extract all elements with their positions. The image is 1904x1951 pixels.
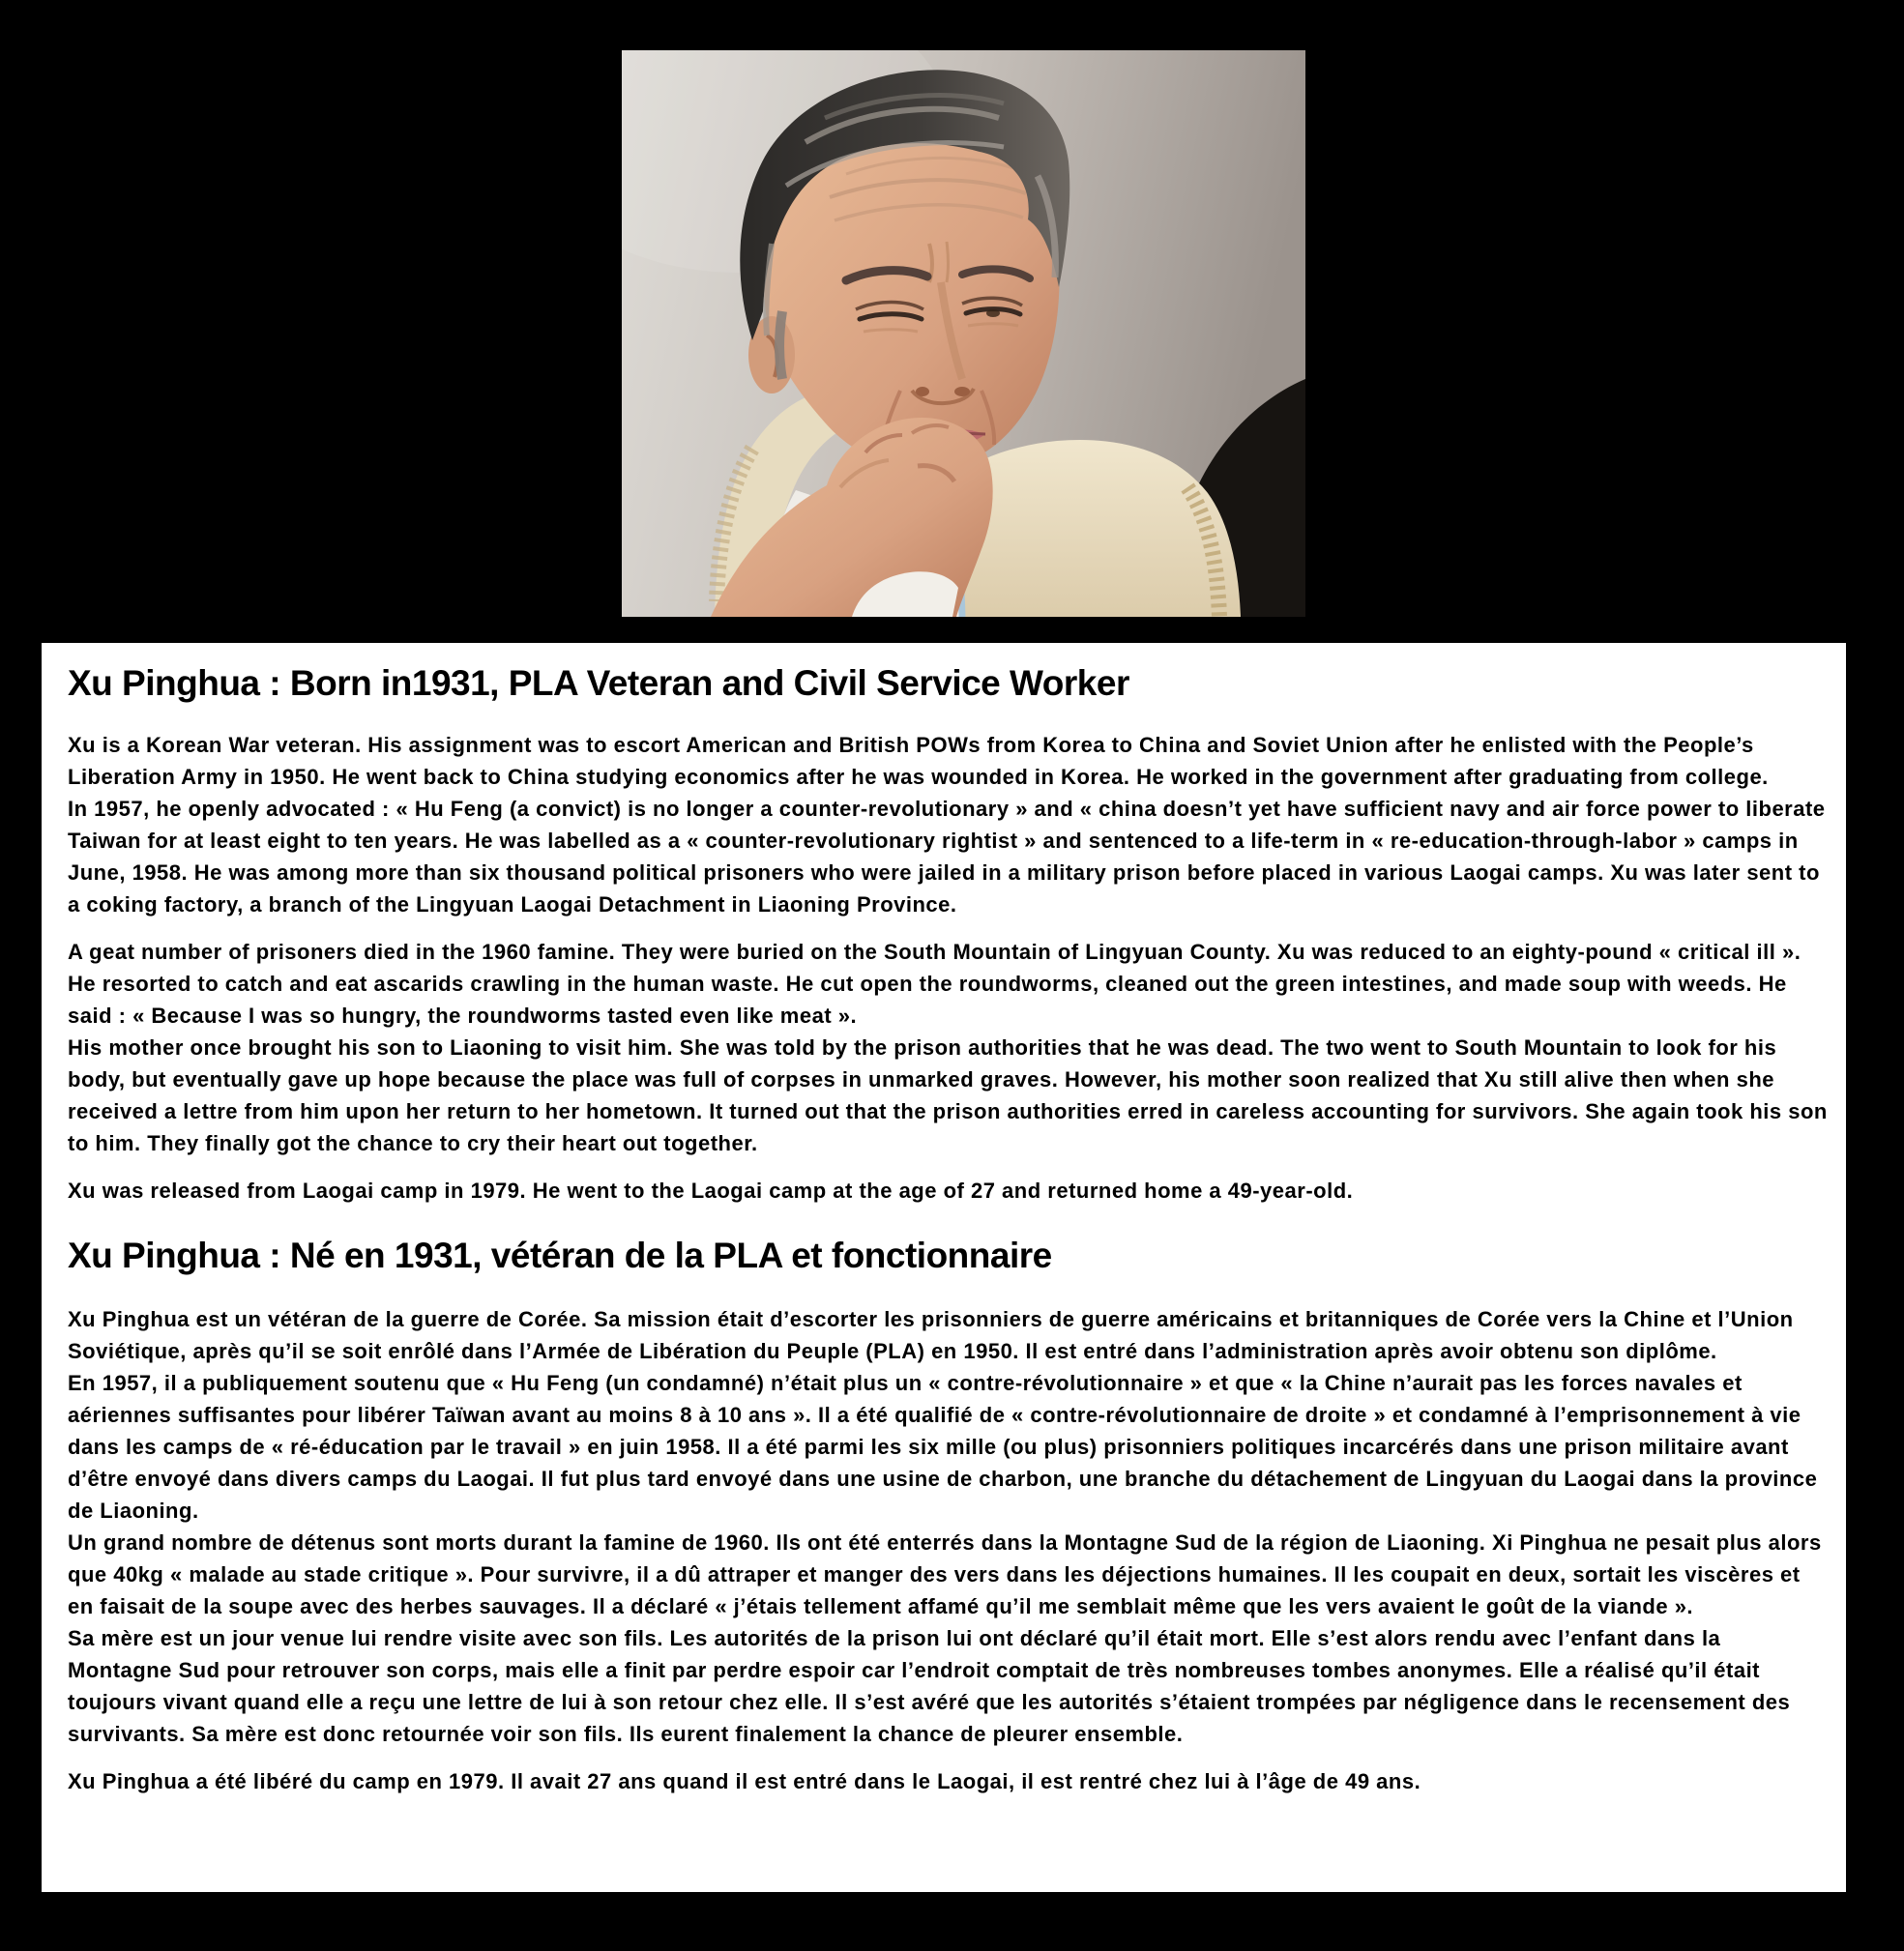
paragraph: Xu Pinghua a été libéré du camp en 1979. Il avait 27 ans quand il est entré dans le Laogai, il est rentré chez lui à l’âge de 49 ans.: [68, 1769, 1421, 1793]
paragraph: A geat number of prisoners died in the 1960 famine. They were buried on the South Mountain of Lingyuan County. Xu was reduced to an eighty-pound « critical ill ». He resorted to catch and eat ascarids crawling in the human waste. He cut open the roundworms, cleaned out the green intestines, and made soup with weeds. He said : « Because I was so hungry, the roundworms tasted even like meat ».: [68, 940, 1801, 1028]
blank-line: [68, 1750, 1829, 1765]
paragraph: Xu Pinghua est un vétéran de la guerre de Corée. Sa mission était d’escorter les prisonniers de guerre américains et britanniques de Corée vers la Chine et l’Union Soviétique, après qu’il se soit enrôlé dans l’Armée de Libération du Peuple (PLA) en 1950. Il est entré dans l’administration après avoir obtenu son diplôme.: [68, 1307, 1794, 1363]
text-panel: [42, 643, 1846, 1892]
paragraph: Sa mère est un jour venue lui rendre visite avec son fils. Les autorités de la prison lui ont déclaré qu’il était mort. Elle s’est alors rendu avec l’enfant dans la Montagne Sud pour retrouver son corps, mais elle a finit par perdre espoir car l’endroit comptait de très nombreuses tombes anonymes. Elle a réalisé qu’il était toujours vivant quand elle a reçu une lettre de lui à son retour chez elle. Il s’est avéré que les autorités s’étaient trompées par négligence dans le recensement des survivants. Sa mère est donc retournée voir son fils. Ils eurent finalement la chance de pleurer ensemble.: [68, 1626, 1791, 1746]
paragraph: His mother once brought his son to Liaoning to visit him. She was told by the prison authorities that he was dead. The two went to South Mountain to look for his body, but eventually gave up hope because the place was full of corpses in unmarked graves. However, his mother soon realized that Xu still alive then when she received a lettre from him upon her return to her hometown. It turned out that the prison authorities erred in careless accounting for survivors. She again took his son to him. They finally got the chance to cry their heart out together.: [68, 1035, 1828, 1155]
portrait-illustration: [622, 50, 1305, 617]
english-title: Xu Pinghua : Born in1931, PLA Veteran and Civil Service Worker: [68, 663, 1129, 703]
portrait-photo: [622, 50, 1305, 617]
paragraph: Un grand nombre de détenus sont morts durant la famine de 1960. Ils ont été enterrés dans la Montagne Sud de la région de Liaoning. Xi Pinghua ne pesait plus alors que 40kg « malade au stade critique ». Pour survivre, il a dû attraper et manger des vers dans les déjections humaines. Il les coupait en deux, sortait les viscères et en faisait de la soupe avec des herbes sauvages. Il a déclaré « j’étais tellement affamé qu’il me semblait même que les vers avaient le goût de la viande ».: [68, 1530, 1822, 1618]
paragraph: Xu is a Korean War veteran. His assignment was to escort American and British POWs from Korea to China and Soviet Union after he enlisted with the People’s Liberation Army in 1950. He went back to China studying economics after he was wounded in Korea. He worked in the government after graduating from college.: [68, 733, 1769, 789]
french-title: Xu Pinghua : Né en 1931, vétéran de la PLA et fonctionnaire: [68, 1236, 1052, 1275]
paragraph: In 1957, he openly advocated : « Hu Feng (a convict) is no longer a counter-revolutionary » and « china doesn’t yet have sufficient navy and air force power to liberate Taiwan for at least eight to ten years. He was labelled as a « counter-revolutionary rightist » and sentenced to a life-term in « re-education-through-labor » camps in June, 1958. He was among more than six thousand political prisoners who were jailed in a military prison before placed in various Laogai camps. Xu was later sent to a coking factory, a branch of the Lingyuan Laogai Detachment in Liaoning Province.: [68, 797, 1826, 917]
paragraph: Xu was released from Laogai camp in 1979. He went to the Laogai camp at the age of 27 and returned home a 49-year-old.: [68, 1179, 1354, 1203]
english-paragraphs: [68, 729, 1829, 1207]
blank-line: [68, 1159, 1829, 1175]
paragraph: En 1957, il a publiquement soutenu que « Hu Feng (un condamné) n’était plus un « contre-révolutionnaire » et que « la Chine n’aurait pas les forces navales et aériennes suffisantes pour libérer Taïwan avant au moins 8 à 10 ans ». Il a été qualifié de « contre-révolutionnaire de droite » et condamné à l’emprisonnement à vie dans les camps de « ré-éducation par le travail » en juin 1958. Il a été parmi les six mille (ou plus) prisonniers politiques incarcérés dans une prison militaire avant d’être envoyé dans divers camps du Laogai. Il fut plus tard envoyé dans une usine de charbon, une branche du détachement de Lingyuan du Laogai dans la province de Liaoning.: [68, 1371, 1818, 1523]
french-paragraphs: [68, 1303, 1829, 1797]
blank-line: [68, 920, 1829, 936]
